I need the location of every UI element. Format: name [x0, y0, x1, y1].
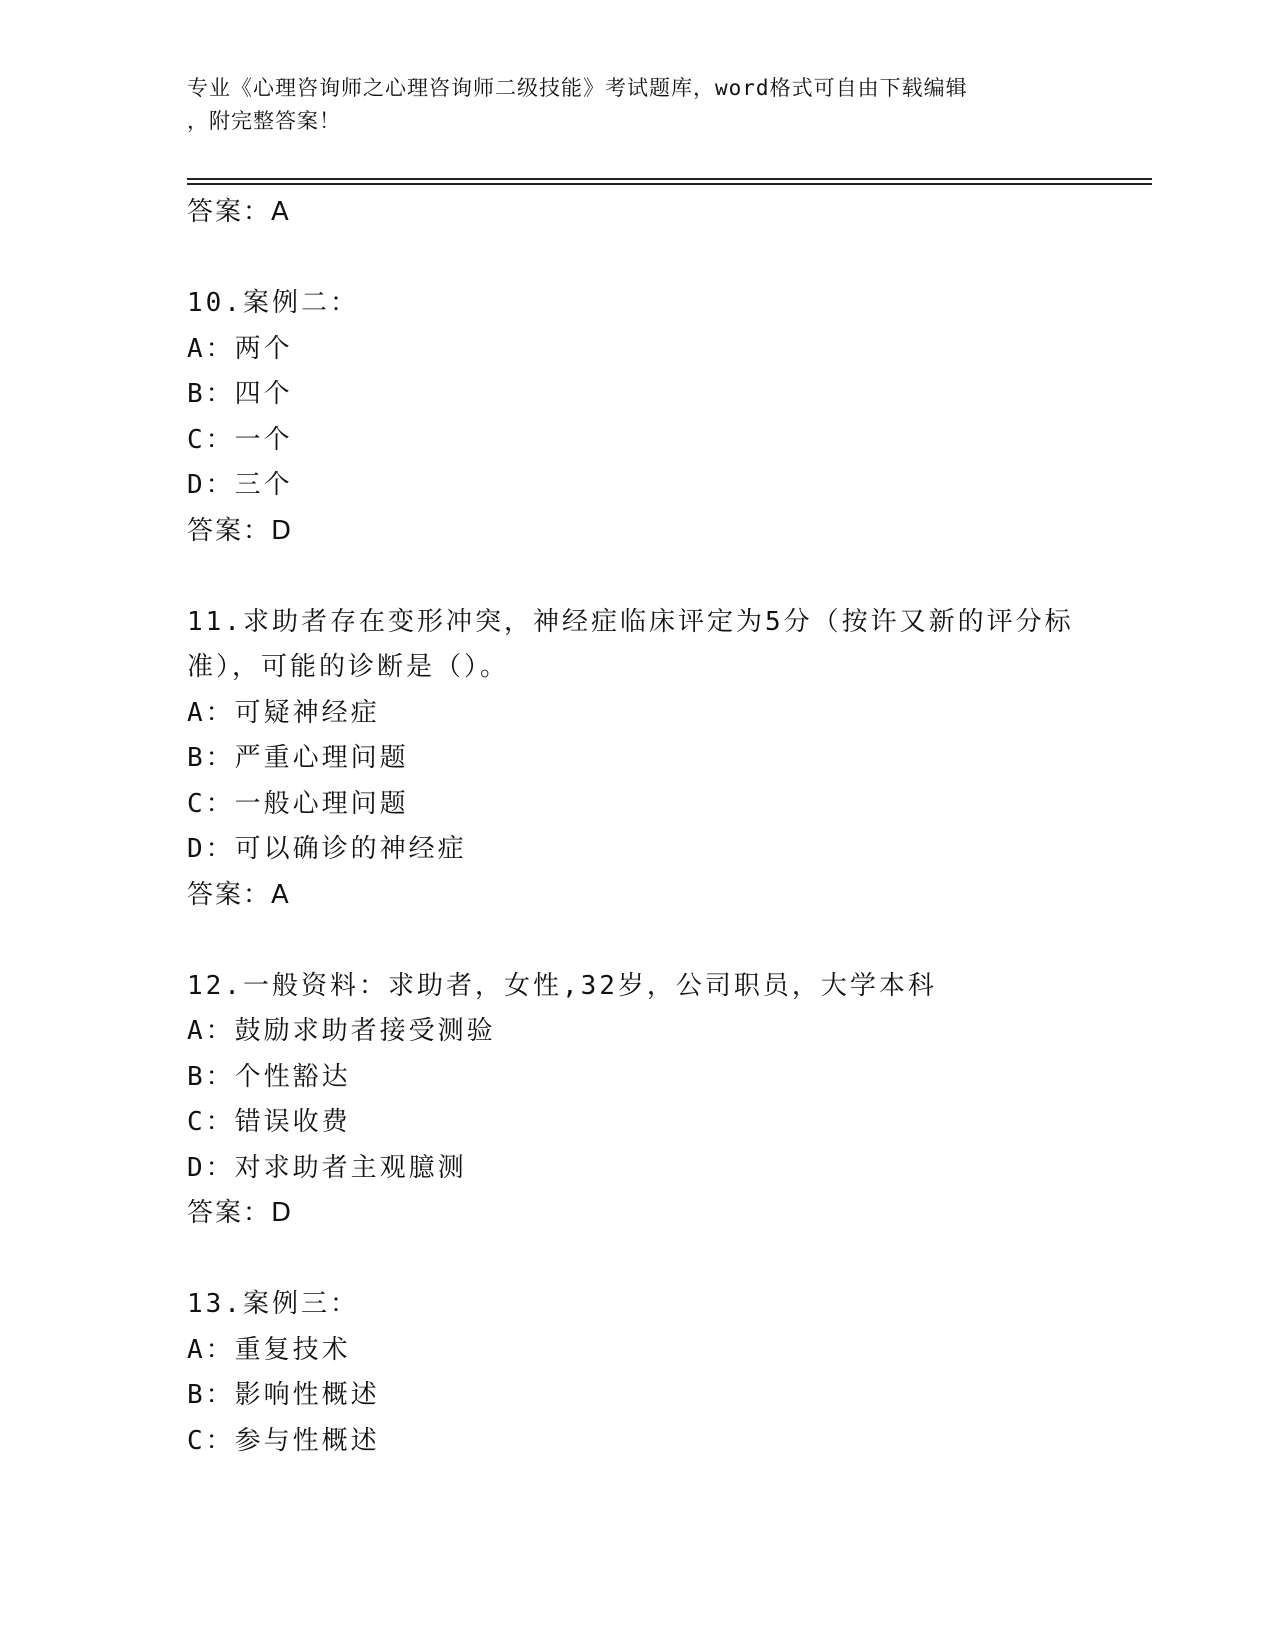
- option-d: D：可以确诊的神经症: [187, 834, 467, 864]
- question-block: [187, 1282, 1087, 1464]
- option-a: A：鼓励求助者接受测验: [187, 1016, 496, 1046]
- option-d: D：对求助者主观臆测: [187, 1152, 467, 1183]
- question-block: [187, 964, 1087, 1237]
- option-c: C：一个: [187, 424, 293, 455]
- question-stem: 11.求助者存在变形冲突，神经症临床评定为5分（按许又新的评分标: [187, 606, 1074, 637]
- header-line-1: 专业《心理咨询师之心理咨询师二级技能》考试题库，word格式可自由下载编辑: [187, 76, 968, 100]
- spacer: [187, 918, 1087, 964]
- option-b: B：个性豁达: [187, 1061, 351, 1092]
- spacer: [187, 1237, 1087, 1283]
- option-c: C：参与性概述: [187, 1425, 380, 1456]
- document-header: [187, 72, 1067, 138]
- header-divider-bottom: [187, 183, 1152, 185]
- header-line-2: ，附完整答案！: [187, 109, 341, 133]
- answer-line: 答案：D: [187, 1198, 294, 1228]
- option-a: A：可疑神经症: [187, 697, 380, 728]
- question-stem: 13.案例三：: [187, 1289, 359, 1319]
- answer-line: 答案：A: [187, 879, 291, 910]
- option-b: B：四个: [187, 379, 293, 409]
- question-stem-continued: 准），可能的诊断是（）。: [187, 652, 510, 682]
- option-c: C：错误收费: [187, 1107, 351, 1137]
- option-c: C：一般心理问题: [187, 788, 409, 819]
- spacer: [187, 236, 1087, 282]
- question-block: [187, 600, 1087, 919]
- question-stem: 10.案例二：: [187, 288, 359, 318]
- question-block: [187, 281, 1087, 554]
- option-b: B：严重心理问题: [187, 743, 409, 773]
- option-b: B：影响性概述: [187, 1380, 380, 1410]
- option-a: A：两个: [187, 333, 293, 364]
- question-stem: 12.一般资料：求助者，女性,32岁，公司职员，大学本科: [187, 970, 937, 1001]
- header-divider-top: [187, 178, 1152, 180]
- answer-line: 答案：A: [187, 197, 291, 227]
- spacer: [187, 554, 1087, 600]
- option-d: D：三个: [187, 470, 293, 500]
- option-a: A：重复技术: [187, 1334, 351, 1365]
- question-list: [187, 190, 1087, 1464]
- answer-line: 答案：D: [187, 515, 294, 546]
